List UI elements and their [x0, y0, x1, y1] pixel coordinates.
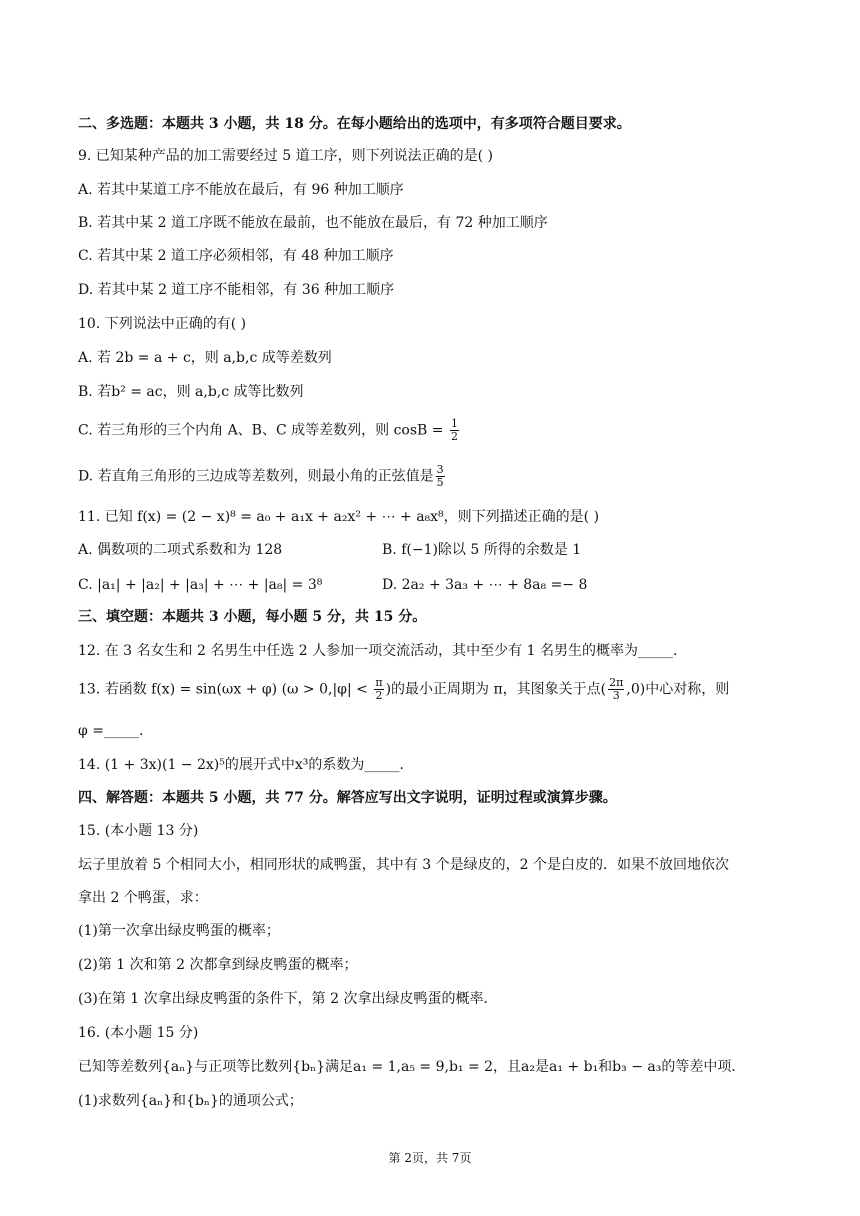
question-9-option-b: B. 若其中某 2 道工序既不能放在最前，也不能放在最后，有 72 种加工顺序	[78, 215, 548, 231]
question-11-option-a: A. 偶数项的二项式系数和为 128	[78, 542, 283, 558]
question-10-option-d	[78, 464, 447, 489]
section-header-fill-in: 三、填空题：本题共 3 小题，每小题 5 分，共 15 分。	[78, 609, 427, 625]
section-header-solutions: 四、解答题：本题共 5 小题，共 77 分。解答应写出文字说明，证明过程或演算步骤。	[78, 790, 617, 806]
question-11-option-c: C. |a₁| + |a₂| + |a₃| + ⋯ + |a₈| = 3⁸	[78, 577, 323, 593]
question-11-option-b: B. f(−1)除以 5 所得的余数是 1	[382, 542, 582, 558]
section-header-multiple-choice: 二、多选题：本题共 3 小题，共 18 分。在每小题给出的选项中，有多项符合题目要求。	[78, 116, 631, 132]
question-10-stem: 10. 下列说法中正确的有( )	[78, 316, 247, 332]
question-9-option-c: C. 若其中某 2 道工序必须相邻，有 48 种加工顺序	[78, 248, 394, 264]
question-13-stem	[78, 677, 729, 702]
question-11-stem: 11. 已知 f(x) = (2 − x)⁸ = a₀ + a₁x + a₂x² + ⋯ + a₈x⁸，则下列描述正确的是( )	[78, 509, 600, 525]
question-13-part-c: ,0)中心对称，则	[626, 681, 730, 698]
question-15-part-1: (1)第一次拿出绿皮鸭蛋的概率；	[78, 923, 280, 939]
question-9-option-d: D. 若其中某 2 道工序不能相邻，有 36 种加工顺序	[78, 282, 395, 298]
fraction-three-fifths	[436, 464, 445, 489]
question-11-option-d: D. 2a₂ + 3a₃ + ⋯ + 8a₈ =− 8	[382, 577, 588, 593]
question-16-title: 16. (本小题 15 分)	[78, 1025, 199, 1041]
question-15-body-line-2: 拿出 2 个鸭蛋，求：	[78, 890, 208, 906]
fraction-denominator: 2	[450, 430, 458, 443]
question-12-stem: 12. 在 3 名女生和 2 名男生中任选 2 人参加一项交流活动，其中至少有 1 名男生的概率为_____.	[78, 643, 678, 659]
fraction-one-half	[450, 418, 459, 443]
fraction-denominator: 3	[612, 689, 620, 702]
fraction-denominator: 5	[436, 476, 444, 489]
question-14-stem: 14. (1 + 3x)(1 − 2x)⁵的展开式中x³的系数为_____.	[78, 757, 404, 773]
question-13-part-a: 13. 若函数 f(x) = sin(ωx + φ) (ω > 0,|φ| <	[78, 681, 373, 698]
fraction-numerator: 1	[450, 417, 458, 430]
question-9-stem: 9. 已知某种产品的加工需要经过 5 道工序，则下列说法正确的是( )	[78, 148, 493, 164]
question-10-option-a: A. 若 2b = a + c，则 a,b,c 成等差数列	[78, 350, 332, 366]
fraction-two-pi-over-three	[608, 677, 624, 702]
fraction-numerator: 2π	[609, 676, 624, 689]
question-13-answer-line: φ =_____.	[78, 723, 144, 739]
fraction-pi-over-two	[374, 677, 383, 702]
question-15-part-2: (2)第 1 次和第 2 次都拿到绿皮鸭蛋的概率；	[78, 957, 358, 973]
question-15-title: 15. (本小题 13 分)	[78, 823, 199, 839]
question-9-option-a: A. 若其中某道工序不能放在最后，有 96 种加工顺序	[78, 182, 404, 198]
page-footer: 第 2页，共 7页	[388, 1151, 472, 1165]
fraction-numerator: π	[375, 676, 383, 689]
question-15-body-line-1: 坛子里放着 5 个相同大小，相同形状的咸鸭蛋，其中有 3 个是绿皮的，2 个是白皮的．如果不放回地依次	[78, 857, 729, 873]
question-13-part-b: )的最小正周期为 π，其图象关于点(	[385, 681, 607, 698]
question-10-option-d-text: D. 若直角三角形的三边成等差数列，则最小角的正弦值是	[78, 468, 434, 485]
question-16-part-1: (1)求数列{aₙ}和{bₙ}的通项公式；	[78, 1093, 303, 1109]
question-16-body: 已知等差数列{aₙ}与正项等比数列{bₙ}满足a₁ = 1,a₅ = 9,b₁ = 2，且a₂是a₁ + b₁和b₃ − a₃的等差中项．	[78, 1059, 746, 1075]
question-10-option-c	[78, 418, 461, 443]
question-15-part-3: (3)在第 1 次拿出绿皮鸭蛋的条件下，第 2 次拿出绿皮鸭蛋的概率．	[78, 991, 498, 1007]
fraction-denominator: 2	[375, 689, 383, 702]
fraction-numerator: 3	[436, 463, 444, 476]
question-10-option-b: B. 若b² = ac，则 a,b,c 成等比数列	[78, 384, 304, 400]
question-10-option-c-text: C. 若三角形的三个内角 A、B、C 成等差数列，则 cosB =	[78, 422, 448, 439]
